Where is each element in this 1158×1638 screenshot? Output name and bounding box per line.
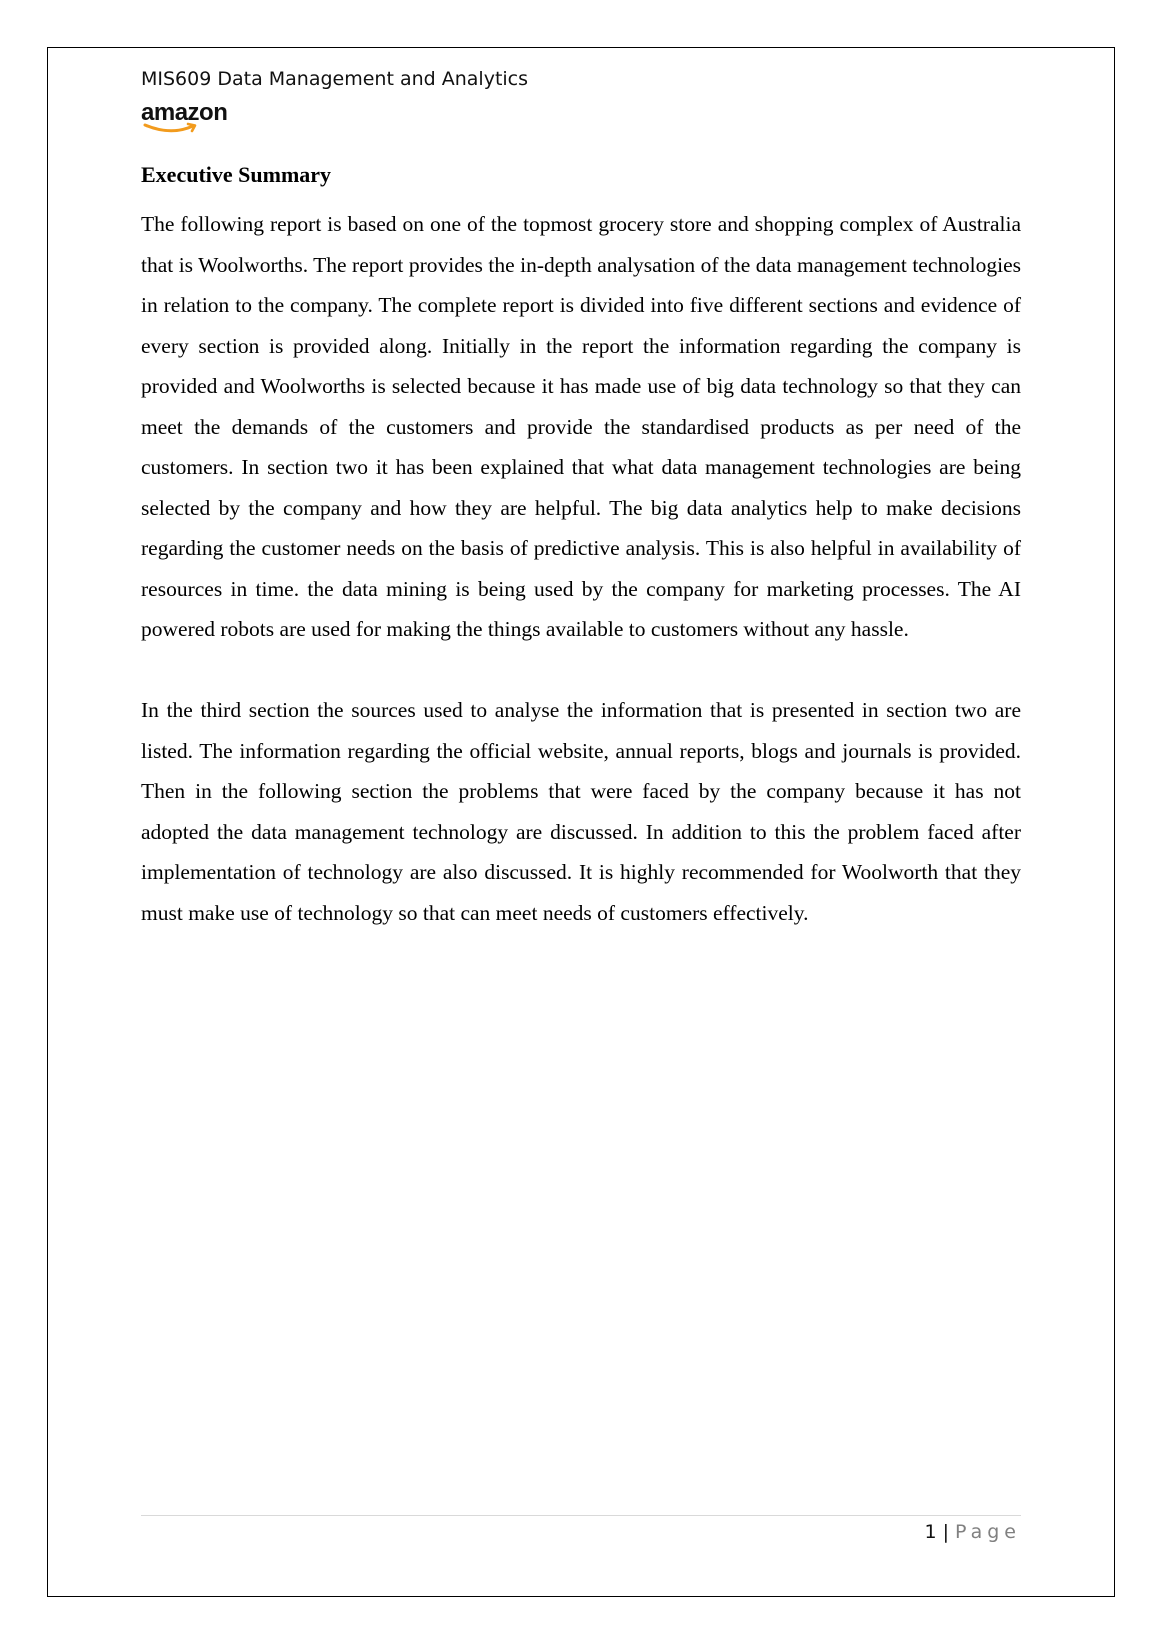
paragraph-1: The following report is based on one of the topmost grocery store and shopping complex of Australia that is Woolworths. The report provides the in-depth analysation of the data management technologies in relation to the company. The complete report is divided into five different sections and evidence of every section is provided along. Initially in the report the information regarding the company is provided and Woolworths is selected because it has made use of big data technology so that they can meet the demands of the customers and provide the standardised products as per need of the customers. In section two it has been explained that what data management technologies are being selected by the company and how they are helpful. The big data analytics help to make decisions regarding the customer needs on the basis of predictive analysis. This is also helpful in availability of resources in time. the data mining is being used by the company for marketing processes. The AI powered robots are used for making the things available to customers without any hassle. [141, 212, 1021, 641]
amazon-logo [141, 100, 231, 136]
footer-divider [141, 1515, 1021, 1516]
paragraph-2: In the third section the sources used to analyse the information that is presented in section two are listed. The information regarding the official website, annual reports, blogs and journals is provided. Then in the following section the problems that were faced by the company because it has not adopted the data management technology are discussed. In addition to this the problem faced after implementation of technology are also discussed. It is highly recommended for Woolworth that they must make use of technology so that can meet needs of customers effectively. [141, 698, 1021, 925]
page-label: Page [955, 1521, 1021, 1543]
footer-separator: | [942, 1521, 949, 1543]
page-footer [925, 1521, 1022, 1543]
logo-wordmark: amazon [141, 99, 228, 126]
page-number: 1 [924, 1521, 937, 1543]
section-heading: Executive Summary [141, 162, 332, 187]
course-title: MIS609 Data Management and Analytics [141, 68, 529, 90]
logo-smile-icon [143, 122, 201, 134]
